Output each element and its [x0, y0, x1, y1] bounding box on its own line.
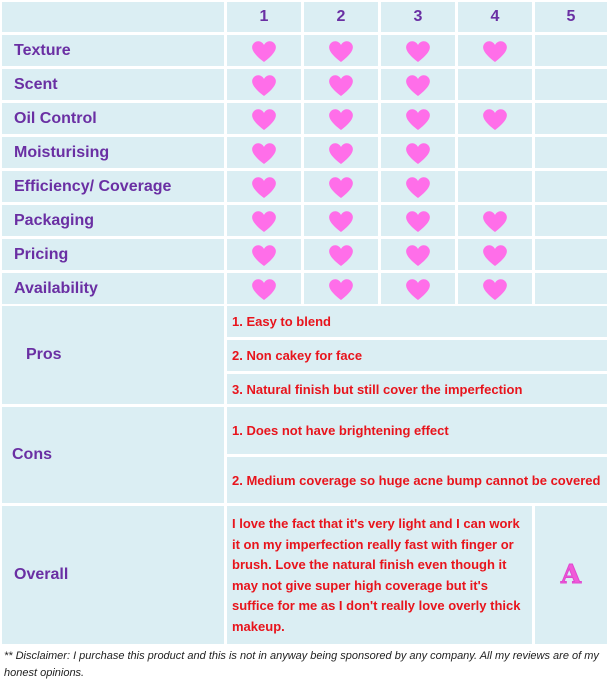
heart-icon: [404, 174, 432, 200]
criterion-label-texture: Texture: [2, 35, 224, 66]
rating-cell: [381, 273, 455, 304]
rating-cell: [458, 35, 532, 66]
rating-cell: [458, 171, 532, 202]
heart-icon: [327, 174, 355, 200]
rating-header-5: 5: [535, 2, 607, 32]
heart-icon: [404, 242, 432, 268]
criterion-label-efficiency-coverage: Efficiency/ Coverage: [2, 171, 224, 202]
heart-icon: [481, 106, 509, 132]
heart-icon: [404, 38, 432, 64]
rating-cell: [458, 69, 532, 100]
rating-cell: [304, 273, 378, 304]
rating-cell: [381, 171, 455, 202]
criterion-label-oil-control: Oil Control: [2, 103, 224, 134]
rating-cell: [458, 103, 532, 134]
heart-icon: [327, 106, 355, 132]
rating-header-2: 2: [304, 2, 378, 32]
heart-icon: [327, 72, 355, 98]
rating-cell: [458, 205, 532, 236]
heart-icon: [327, 140, 355, 166]
rating-cell: [535, 171, 607, 202]
rating-cell: [535, 273, 607, 304]
rating-header-4: 4: [458, 2, 532, 32]
criterion-label-pricing: Pricing: [2, 239, 224, 270]
rating-cell: [227, 205, 301, 236]
rating-cell: [535, 35, 607, 66]
rating-cell: [304, 69, 378, 100]
rating-cell: [458, 273, 532, 304]
rating-cell: [227, 103, 301, 134]
heart-icon: [327, 208, 355, 234]
rating-cell: [458, 239, 532, 270]
rating-cell: [304, 205, 378, 236]
heart-icon: [250, 242, 278, 268]
rating-cell: [535, 239, 607, 270]
heart-icon: [404, 208, 432, 234]
rating-cell: [381, 137, 455, 168]
heart-icon: [327, 276, 355, 302]
cons-label: Cons: [2, 407, 224, 503]
heart-icon: [481, 242, 509, 268]
heart-icon: [327, 242, 355, 268]
rating-cell: [535, 205, 607, 236]
criterion-label-packaging: Packaging: [2, 205, 224, 236]
rating-cell: [381, 239, 455, 270]
criterion-label-availability: Availability: [2, 273, 224, 304]
heart-icon: [404, 276, 432, 302]
rating-cell: [535, 69, 607, 100]
pros-item-3: 3. Natural finish but still cover the imperfection: [227, 374, 607, 404]
heart-icon: [250, 174, 278, 200]
rating-cell: [304, 35, 378, 66]
heart-icon: [327, 38, 355, 64]
overall-grade-cell: [535, 506, 607, 644]
heart-icon: [250, 276, 278, 302]
rating-cell: [227, 35, 301, 66]
heart-icon: [404, 106, 432, 132]
overall-label: Overall: [2, 506, 224, 644]
rating-cell: [304, 171, 378, 202]
rating-cell: [381, 103, 455, 134]
rating-cell: [227, 171, 301, 202]
heart-icon: [250, 208, 278, 234]
rating-cell: [381, 69, 455, 100]
overall-grade: A: [560, 560, 582, 590]
rating-header-3: 3: [381, 2, 455, 32]
heart-icon: [250, 106, 278, 132]
heart-icon: [404, 140, 432, 166]
heart-icon: [481, 276, 509, 302]
rating-cell: [381, 35, 455, 66]
rating-cell: [535, 103, 607, 134]
heart-icon: [250, 140, 278, 166]
heart-icon: [481, 38, 509, 64]
disclaimer-text: ** Disclaimer: I purchase this product and this is not in anyway being sponsored by any company. All my reviews are of my honest opinions.: [4, 650, 599, 679]
rating-cell: [227, 137, 301, 168]
rating-cell: [304, 239, 378, 270]
rating-cell: [304, 137, 378, 168]
rating-cell: [535, 137, 607, 168]
pros-item-1: 1. Easy to blend: [227, 306, 607, 337]
rating-cell: [381, 205, 455, 236]
criterion-label-scent: Scent: [2, 69, 224, 100]
rating-cell: [227, 69, 301, 100]
heart-icon: [481, 208, 509, 234]
rating-cell: [227, 239, 301, 270]
cons-item-2: 2. Medium coverage so huge acne bump cannot be covered: [227, 457, 607, 503]
criterion-label-moisturising: Moisturising: [2, 137, 224, 168]
heart-icon: [250, 72, 278, 98]
rating-cell: [227, 273, 301, 304]
pros-item-2: 2. Non cakey for face: [227, 340, 607, 371]
overall-text: I love the fact that it's very light and I can work it on my imperfection really fast with finger or brush. Love the natural finish even though it may not give super high coverage but it's suffice for me as I don't really love overly thick makeup.: [227, 506, 532, 644]
rating-header-1: 1: [227, 2, 301, 32]
heart-icon: [404, 72, 432, 98]
rating-cell: [458, 137, 532, 168]
rating-cell: [304, 103, 378, 134]
pros-label: Pros: [2, 306, 224, 404]
cons-item-1: 1. Does not have brightening effect: [227, 407, 607, 454]
header-blank-cell: [2, 2, 224, 32]
heart-icon: [250, 38, 278, 64]
